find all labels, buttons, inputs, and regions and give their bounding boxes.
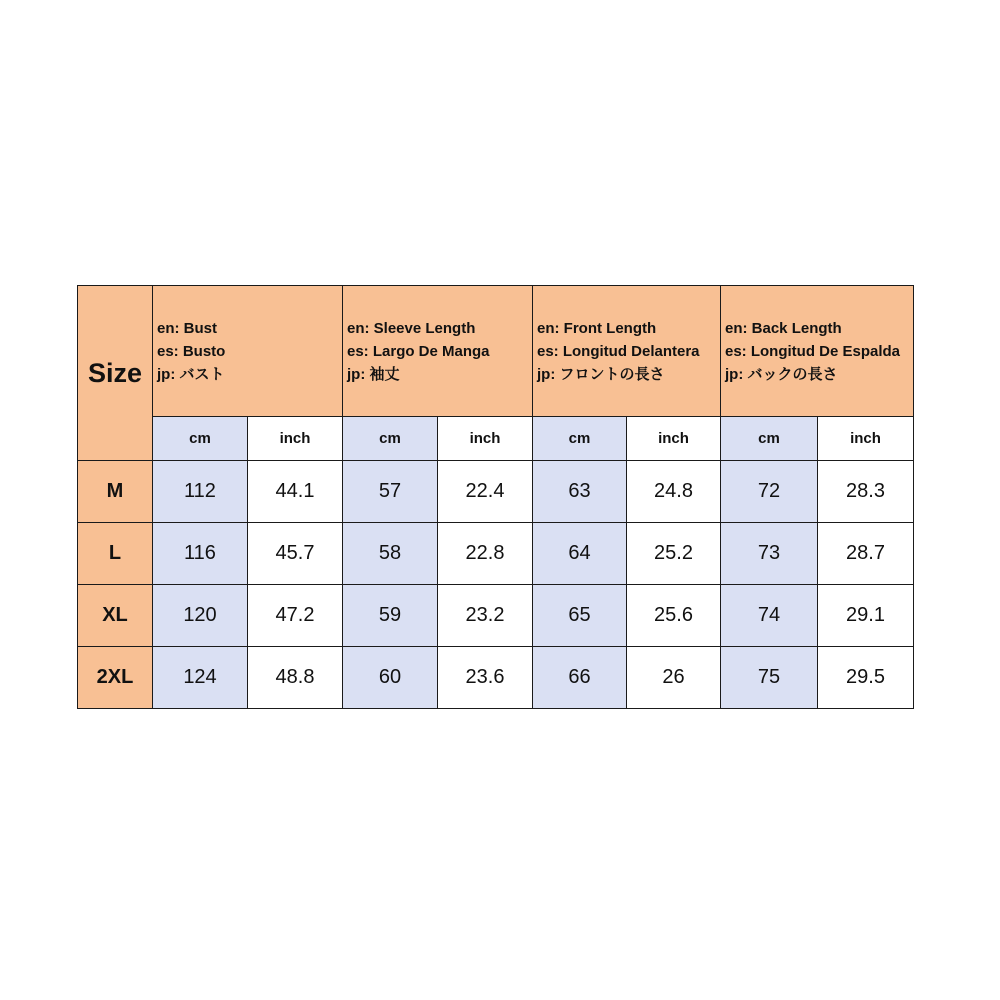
table-row <box>78 461 914 523</box>
back-length-inch-value: 28.3 <box>818 461 914 523</box>
front-length-cm-value: 63 <box>533 461 627 523</box>
unit-inch-header: inch <box>627 417 721 461</box>
unit-cm-header: cm <box>533 417 627 461</box>
bust-header <box>153 286 343 417</box>
sleeve-length-header <box>343 286 533 417</box>
table-row <box>78 585 914 647</box>
back-length-inch-value: 28.7 <box>818 523 914 585</box>
front-length-es-label: es: Longitud Delantera <box>537 342 700 360</box>
sleeve-length-inch-value: 22.4 <box>438 461 533 523</box>
bust-es-label: es: Busto <box>157 342 226 360</box>
bust-cm-value: 120 <box>153 585 248 647</box>
sleeve-length-cm-value: 58 <box>343 523 438 585</box>
front-length-inch-value: 25.2 <box>627 523 721 585</box>
table-row <box>78 523 914 585</box>
unit-inch-header: inch <box>248 417 343 461</box>
unit-header-row <box>78 417 914 461</box>
bust-cm-value: 124 <box>153 647 248 709</box>
unit-inch-header: inch <box>438 417 533 461</box>
unit-cm-header: cm <box>343 417 438 461</box>
sleeve-length-inch-value: 23.6 <box>438 647 533 709</box>
unit-cm-header: cm <box>153 417 248 461</box>
measure-header-row <box>78 286 914 417</box>
unit-inch-header: inch <box>818 417 914 461</box>
bust-inch-value: 47.2 <box>248 585 343 647</box>
back-length-es-label: es: Longitud De Espalda <box>725 342 901 360</box>
back-length-jp-label: jp: バックの長さ <box>725 365 838 383</box>
back-length-inch-value: 29.1 <box>818 585 914 647</box>
back-length-header <box>721 286 914 417</box>
sleeve-length-cm-value: 57 <box>343 461 438 523</box>
front-length-inch-value: 25.6 <box>627 585 721 647</box>
front-length-header <box>533 286 721 417</box>
front-length-cm-value: 64 <box>533 523 627 585</box>
size-column-header: Size <box>78 286 153 461</box>
sleeve-length-cm-value: 60 <box>343 647 438 709</box>
back-length-cm-value: 72 <box>721 461 818 523</box>
bust-inch-value: 45.7 <box>248 523 343 585</box>
size-chart-table <box>77 285 914 709</box>
size-label: 2XL <box>78 647 153 709</box>
bust-inch-value: 44.1 <box>248 461 343 523</box>
front-length-inch-value: 24.8 <box>627 461 721 523</box>
front-length-inch-value: 26 <box>627 647 721 709</box>
size-label: L <box>78 523 153 585</box>
sleeve-length-inch-value: 23.2 <box>438 585 533 647</box>
back-length-cm-value: 74 <box>721 585 818 647</box>
bust-inch-value: 48.8 <box>248 647 343 709</box>
back-length-cm-value: 73 <box>721 523 818 585</box>
front-length-jp-label: jp: フロントの長さ <box>537 365 665 383</box>
size-label: XL <box>78 585 153 647</box>
front-length-cm-value: 65 <box>533 585 627 647</box>
sleeve-length-jp-label: jp: 袖丈 <box>347 365 400 383</box>
sleeve-length-es-label: es: Largo De Manga <box>347 342 490 360</box>
sleeve-length-inch-value: 22.8 <box>438 523 533 585</box>
bust-en-label: en: Bust <box>157 319 217 337</box>
sleeve-length-cm-value: 59 <box>343 585 438 647</box>
bust-cm-value: 116 <box>153 523 248 585</box>
front-length-en-label: en: Front Length <box>537 319 657 337</box>
back-length-inch-value: 29.5 <box>818 647 914 709</box>
sleeve-length-en-label: en: Sleeve Length <box>347 319 476 337</box>
size-label: M <box>78 461 153 523</box>
table-row <box>78 647 914 709</box>
back-length-cm-value: 75 <box>721 647 818 709</box>
back-length-en-label: en: Back Length <box>725 319 842 337</box>
front-length-cm-value: 66 <box>533 647 627 709</box>
bust-cm-value: 112 <box>153 461 248 523</box>
bust-jp-label: jp: バスト <box>157 365 225 383</box>
unit-cm-header: cm <box>721 417 818 461</box>
